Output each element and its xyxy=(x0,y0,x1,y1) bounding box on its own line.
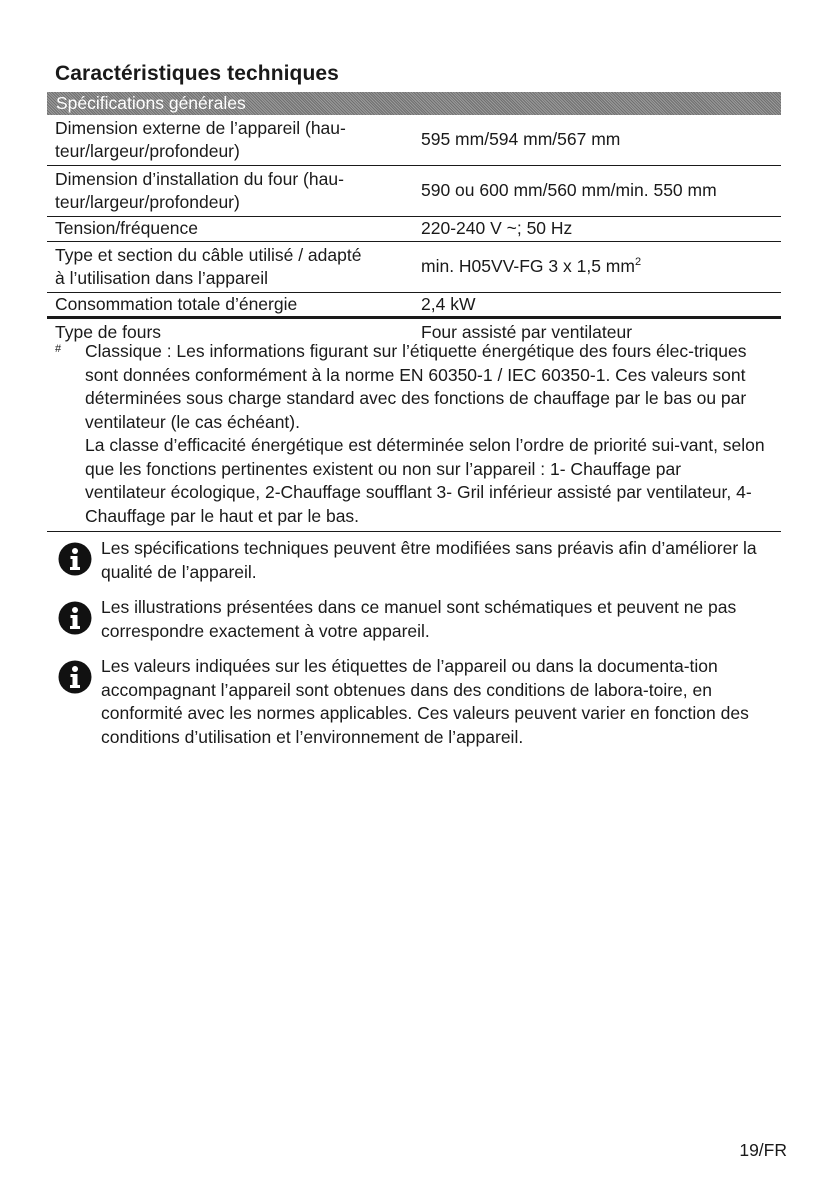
footnote-text: Classique : Les informations figurant sur l’étiquette énergétique des fours élec-triques sont données conformément à la norme EN 60350-1 / IEC 60350-1. Ces valeurs sont déterminées sous charge standard avec des fonctions de chauffage par le bas ou par ventilateur (le cas échéant). xyxy=(85,341,747,432)
page-title: Caractéristiques techniques xyxy=(55,62,339,85)
note-text: Les valeurs indiquées sur les étiquettes de l’appareil ou dans la documenta-tion accompagnant l’appareil sont obtenues dans des conditions de labora-toire, en conformité avec les normes applicables. Ces valeurs peuvent varier en fonction des conditions d’utilisation et l’environnement de l’appareil. xyxy=(101,656,749,747)
spec-label: Consommation totale d’énergie xyxy=(55,293,298,314)
spec-row xyxy=(47,217,781,242)
section-header: Spécifications générales xyxy=(47,92,781,115)
spec-value: 590 ou 600 mm/560 mm/min. 550 mm xyxy=(421,180,717,201)
note-text: Les spécifications techniques peuvent être modifiées sans préavis afin d’améliorer la qualité de l’appareil. xyxy=(101,538,757,582)
spec-row xyxy=(47,242,781,293)
note-text: Les illustrations présentées dans ce manuel sont schématiques et peuvent ne pas correspondre exactement à votre appareil. xyxy=(101,597,737,641)
info-icon xyxy=(58,660,92,694)
spec-value: Four assisté par ventilateur xyxy=(421,321,633,342)
spec-label: Type et section du câble utilisé / adapté à l’utilisation dans l’appareil xyxy=(55,244,362,288)
spec-label: Tension/fréquence xyxy=(55,218,199,239)
info-icon xyxy=(58,601,92,635)
superscript: 2 xyxy=(634,256,642,269)
spec-row xyxy=(47,293,781,319)
footnote-mark: # xyxy=(55,343,62,355)
note xyxy=(58,655,770,749)
note xyxy=(58,537,770,584)
info-icon xyxy=(58,542,92,576)
spec-value: 2,4 kW xyxy=(421,293,476,314)
spec-value: 595 mm/594 mm/567 mm xyxy=(421,129,621,150)
spec-value xyxy=(413,255,641,279)
spec-row xyxy=(47,166,781,217)
page-number: 19/FR xyxy=(739,1140,787,1160)
spec-table xyxy=(47,115,781,346)
spec-label: Type de fours xyxy=(55,321,162,342)
spec-row xyxy=(47,115,781,166)
spec-label: Dimension d’installation du four (hau- teur/largeur/profondeur) xyxy=(55,168,344,212)
spec-label: Dimension externe de l’appareil (hau- teur/largeur/profondeur) xyxy=(55,117,346,161)
spec-value-text: min. H05VV-FG 3 x 1,5 mm xyxy=(421,256,635,277)
footnote-text-2: La classe d’efficacité énergétique est déterminée selon l’ordre de priorité sui-vant, selon que les fonctions pertinentes existent ou non sur l’appareil : 1- Chauffage par ventilateur écologique, 2-Chauffage soufflant 3- Gril inférieur assisté par ventilateur, 4-Chauffage par le haut et par le bas. xyxy=(85,435,765,526)
footnote xyxy=(47,340,781,532)
note xyxy=(58,596,770,643)
spec-value: 220-240 V ~; 50 Hz xyxy=(421,218,573,239)
